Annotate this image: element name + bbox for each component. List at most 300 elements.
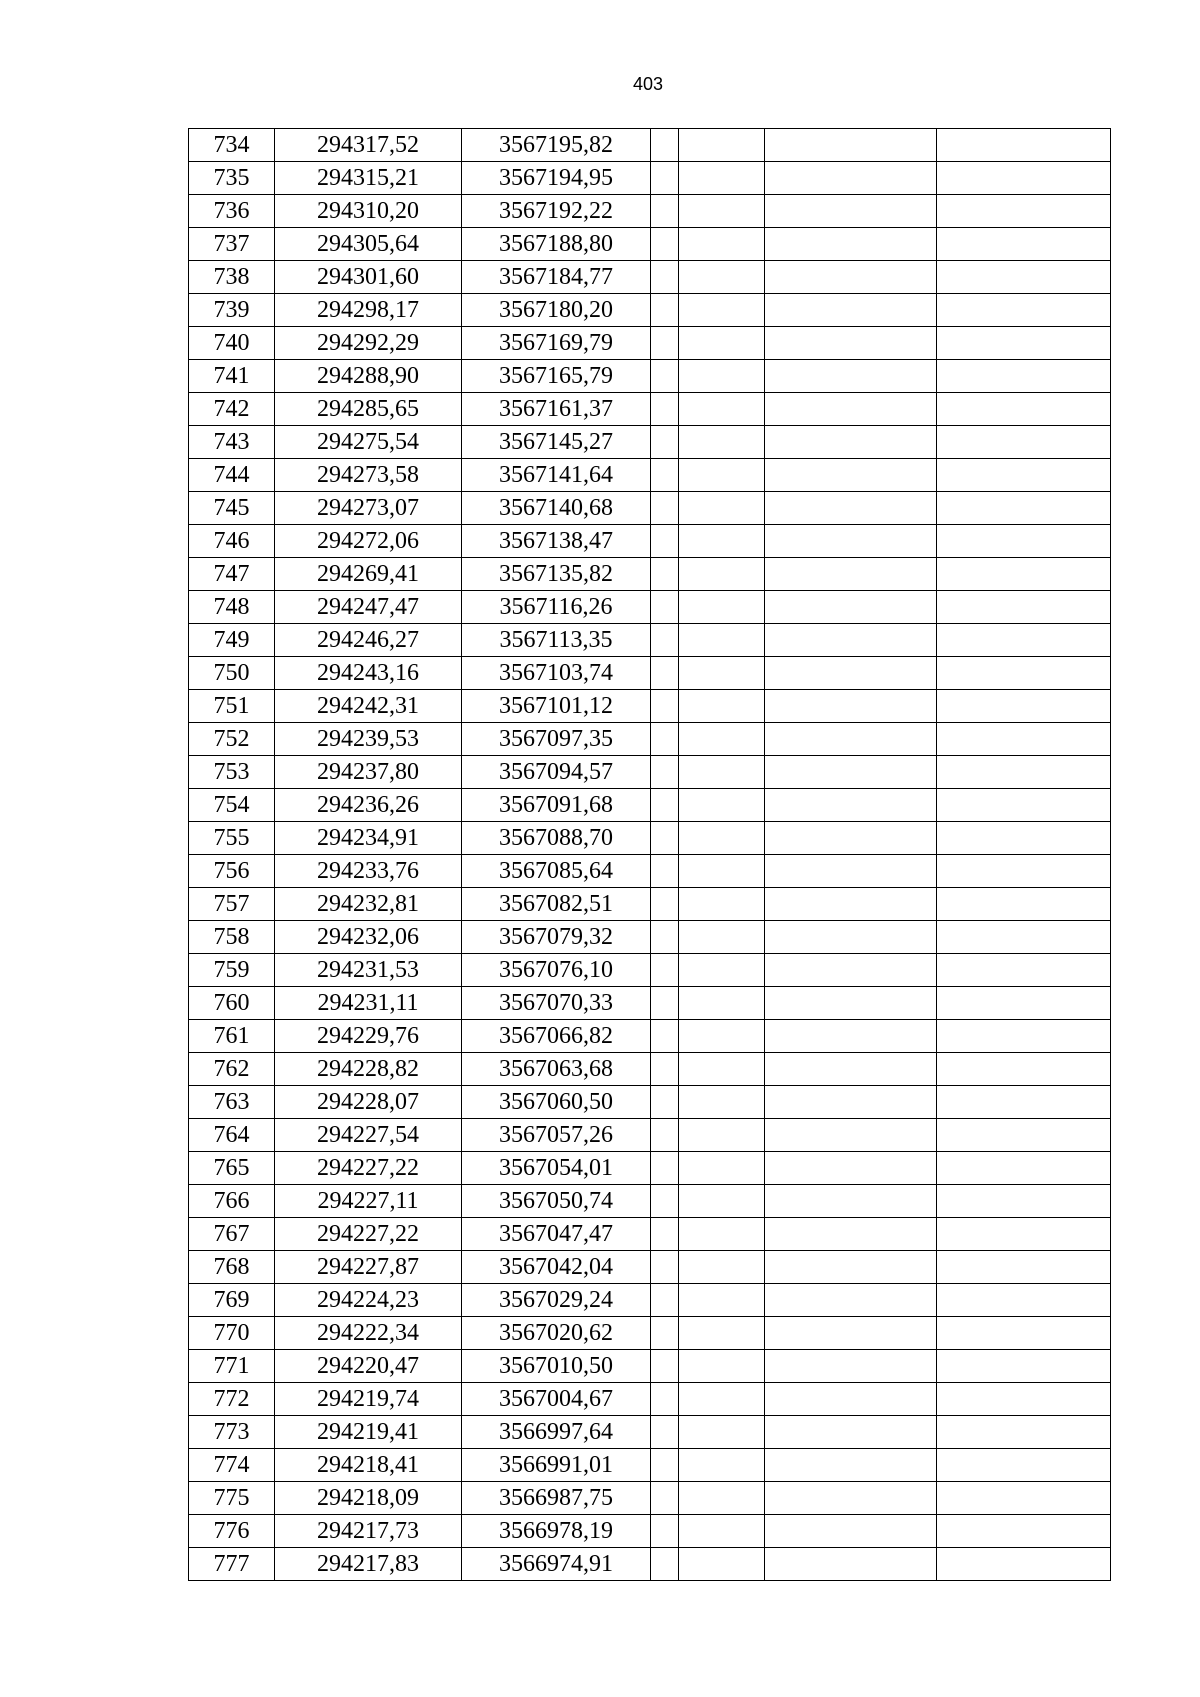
y-coordinate-cell: 3567076,10 [462, 954, 651, 987]
empty-cell [679, 327, 765, 360]
x-coordinate-cell: 294247,47 [275, 591, 462, 624]
empty-cell [765, 129, 937, 162]
point-number-cell: 748 [189, 591, 275, 624]
empty-cell [765, 690, 937, 723]
point-number-cell: 739 [189, 294, 275, 327]
empty-cell [679, 624, 765, 657]
point-number-cell: 770 [189, 1317, 275, 1350]
empty-cell [765, 1548, 937, 1581]
empty-cell [937, 228, 1111, 261]
point-number-cell: 767 [189, 1218, 275, 1251]
empty-cell [765, 756, 937, 789]
empty-cell [651, 855, 679, 888]
y-coordinate-cell: 3566991,01 [462, 1449, 651, 1482]
empty-cell [937, 1317, 1111, 1350]
empty-cell [679, 657, 765, 690]
table-row [189, 162, 1111, 195]
empty-cell [937, 657, 1111, 690]
empty-cell [765, 162, 937, 195]
empty-cell [937, 1152, 1111, 1185]
empty-cell [765, 1119, 937, 1152]
x-coordinate-cell: 294246,27 [275, 624, 462, 657]
x-coordinate-cell: 294220,47 [275, 1350, 462, 1383]
y-coordinate-cell: 3567165,79 [462, 360, 651, 393]
table-row [189, 228, 1111, 261]
table-row [189, 327, 1111, 360]
empty-cell [679, 690, 765, 723]
empty-cell [679, 525, 765, 558]
x-coordinate-cell: 294275,54 [275, 426, 462, 459]
empty-cell [937, 1350, 1111, 1383]
point-number-cell: 744 [189, 459, 275, 492]
empty-cell [651, 1416, 679, 1449]
empty-cell [937, 1482, 1111, 1515]
y-coordinate-cell: 3567145,27 [462, 426, 651, 459]
empty-cell [679, 855, 765, 888]
point-number-cell: 750 [189, 657, 275, 690]
empty-cell [937, 459, 1111, 492]
empty-cell [937, 1218, 1111, 1251]
empty-cell [765, 525, 937, 558]
empty-cell [765, 591, 937, 624]
point-number-cell: 764 [189, 1119, 275, 1152]
x-coordinate-cell: 294233,76 [275, 855, 462, 888]
empty-cell [765, 327, 937, 360]
y-coordinate-cell: 3567141,64 [462, 459, 651, 492]
empty-cell [937, 1515, 1111, 1548]
empty-cell [651, 1449, 679, 1482]
y-coordinate-cell: 3567010,50 [462, 1350, 651, 1383]
table-row [189, 1383, 1111, 1416]
table-row [189, 129, 1111, 162]
empty-cell [765, 822, 937, 855]
empty-cell [651, 591, 679, 624]
empty-cell [679, 822, 765, 855]
empty-cell [651, 426, 679, 459]
x-coordinate-cell: 294292,29 [275, 327, 462, 360]
point-number-cell: 771 [189, 1350, 275, 1383]
point-number-cell: 743 [189, 426, 275, 459]
empty-cell [765, 954, 937, 987]
x-coordinate-cell: 294272,06 [275, 525, 462, 558]
table-row [189, 459, 1111, 492]
empty-cell [937, 756, 1111, 789]
table-row [189, 492, 1111, 525]
empty-cell [765, 987, 937, 1020]
x-coordinate-cell: 294269,41 [275, 558, 462, 591]
empty-cell [937, 1548, 1111, 1581]
empty-cell [651, 1218, 679, 1251]
x-coordinate-cell: 294301,60 [275, 261, 462, 294]
empty-cell [651, 1185, 679, 1218]
y-coordinate-cell: 3567091,68 [462, 789, 651, 822]
empty-cell [937, 855, 1111, 888]
point-number-cell: 776 [189, 1515, 275, 1548]
empty-cell [651, 1251, 679, 1284]
y-coordinate-cell: 3567020,62 [462, 1317, 651, 1350]
x-coordinate-cell: 294243,16 [275, 657, 462, 690]
empty-cell [679, 1251, 765, 1284]
empty-cell [651, 822, 679, 855]
empty-cell [651, 987, 679, 1020]
empty-cell [765, 1449, 937, 1482]
empty-cell [765, 1383, 937, 1416]
coordinates-table [188, 128, 1111, 1581]
x-coordinate-cell: 294231,11 [275, 987, 462, 1020]
table-row [189, 921, 1111, 954]
y-coordinate-cell: 3567004,67 [462, 1383, 651, 1416]
point-number-cell: 749 [189, 624, 275, 657]
y-coordinate-cell: 3567082,51 [462, 888, 651, 921]
table-body [189, 129, 1111, 1581]
empty-cell [651, 954, 679, 987]
empty-cell [937, 327, 1111, 360]
x-coordinate-cell: 294219,41 [275, 1416, 462, 1449]
empty-cell [651, 1383, 679, 1416]
empty-cell [679, 261, 765, 294]
empty-cell [679, 228, 765, 261]
x-coordinate-cell: 294288,90 [275, 360, 462, 393]
empty-cell [937, 888, 1111, 921]
empty-cell [937, 1251, 1111, 1284]
empty-cell [651, 195, 679, 228]
table-row [189, 1119, 1111, 1152]
empty-cell [679, 789, 765, 822]
point-number-cell: 741 [189, 360, 275, 393]
empty-cell [937, 1284, 1111, 1317]
empty-cell [651, 723, 679, 756]
empty-cell [765, 459, 937, 492]
x-coordinate-cell: 294228,82 [275, 1053, 462, 1086]
empty-cell [651, 1152, 679, 1185]
empty-cell [651, 657, 679, 690]
y-coordinate-cell: 3567194,95 [462, 162, 651, 195]
y-coordinate-cell: 3567101,12 [462, 690, 651, 723]
x-coordinate-cell: 294305,64 [275, 228, 462, 261]
y-coordinate-cell: 3567047,47 [462, 1218, 651, 1251]
x-coordinate-cell: 294218,09 [275, 1482, 462, 1515]
empty-cell [679, 195, 765, 228]
point-number-cell: 777 [189, 1548, 275, 1581]
x-coordinate-cell: 294237,80 [275, 756, 462, 789]
empty-cell [765, 1185, 937, 1218]
table-row [189, 954, 1111, 987]
empty-cell [765, 294, 937, 327]
point-number-cell: 775 [189, 1482, 275, 1515]
y-coordinate-cell: 3567188,80 [462, 228, 651, 261]
table-row [189, 1251, 1111, 1284]
point-number-cell: 762 [189, 1053, 275, 1086]
empty-cell [679, 987, 765, 1020]
table-row [189, 1218, 1111, 1251]
empty-cell [765, 195, 937, 228]
empty-cell [937, 921, 1111, 954]
point-number-cell: 736 [189, 195, 275, 228]
table-row [189, 1053, 1111, 1086]
empty-cell [679, 1284, 765, 1317]
y-coordinate-cell: 3567088,70 [462, 822, 651, 855]
empty-cell [765, 888, 937, 921]
x-coordinate-cell: 294315,21 [275, 162, 462, 195]
page-number: 403 [632, 74, 664, 94]
empty-cell [937, 294, 1111, 327]
y-coordinate-cell: 3567042,04 [462, 1251, 651, 1284]
y-coordinate-cell: 3567138,47 [462, 525, 651, 558]
empty-cell [679, 1152, 765, 1185]
empty-cell [679, 1020, 765, 1053]
empty-cell [937, 1449, 1111, 1482]
empty-cell [765, 1053, 937, 1086]
point-number-cell: 761 [189, 1020, 275, 1053]
x-coordinate-cell: 294227,22 [275, 1218, 462, 1251]
empty-cell [651, 1086, 679, 1119]
x-coordinate-cell: 294285,65 [275, 393, 462, 426]
y-coordinate-cell: 3567094,57 [462, 756, 651, 789]
point-number-cell: 734 [189, 129, 275, 162]
y-coordinate-cell: 3567079,32 [462, 921, 651, 954]
empty-cell [679, 162, 765, 195]
empty-cell [937, 723, 1111, 756]
empty-cell [679, 1053, 765, 1086]
empty-cell [765, 855, 937, 888]
empty-cell [651, 1350, 679, 1383]
x-coordinate-cell: 294227,22 [275, 1152, 462, 1185]
point-number-cell: 757 [189, 888, 275, 921]
empty-cell [651, 129, 679, 162]
empty-cell [937, 162, 1111, 195]
y-coordinate-cell: 3567070,33 [462, 987, 651, 1020]
table-row [189, 1449, 1111, 1482]
y-coordinate-cell: 3567060,50 [462, 1086, 651, 1119]
y-coordinate-cell: 3567029,24 [462, 1284, 651, 1317]
y-coordinate-cell: 3567180,20 [462, 294, 651, 327]
table-row [189, 657, 1111, 690]
x-coordinate-cell: 294231,53 [275, 954, 462, 987]
empty-cell [765, 1350, 937, 1383]
y-coordinate-cell: 3567103,74 [462, 657, 651, 690]
x-coordinate-cell: 294317,52 [275, 129, 462, 162]
y-coordinate-cell: 3567063,68 [462, 1053, 651, 1086]
empty-cell [937, 624, 1111, 657]
empty-cell [679, 393, 765, 426]
table-row [189, 987, 1111, 1020]
empty-cell [765, 360, 937, 393]
empty-cell [765, 261, 937, 294]
table-row [189, 855, 1111, 888]
y-coordinate-cell: 3567161,37 [462, 393, 651, 426]
y-coordinate-cell: 3567113,35 [462, 624, 651, 657]
empty-cell [651, 921, 679, 954]
empty-cell [765, 921, 937, 954]
x-coordinate-cell: 294217,83 [275, 1548, 462, 1581]
x-coordinate-cell: 294222,34 [275, 1317, 462, 1350]
table-row [189, 1185, 1111, 1218]
empty-cell [937, 195, 1111, 228]
empty-cell [765, 1020, 937, 1053]
table-row [189, 624, 1111, 657]
x-coordinate-cell: 294273,58 [275, 459, 462, 492]
empty-cell [937, 558, 1111, 591]
y-coordinate-cell: 3566997,64 [462, 1416, 651, 1449]
table-row [189, 723, 1111, 756]
empty-cell [679, 888, 765, 921]
empty-cell [679, 360, 765, 393]
point-number-cell: 753 [189, 756, 275, 789]
point-number-cell: 740 [189, 327, 275, 360]
y-coordinate-cell: 3567192,22 [462, 195, 651, 228]
x-coordinate-cell: 294219,74 [275, 1383, 462, 1416]
x-coordinate-cell: 294239,53 [275, 723, 462, 756]
empty-cell [651, 525, 679, 558]
y-coordinate-cell: 3567057,26 [462, 1119, 651, 1152]
empty-cell [651, 1548, 679, 1581]
empty-cell [937, 1086, 1111, 1119]
empty-cell [651, 1515, 679, 1548]
empty-cell [765, 1152, 937, 1185]
y-coordinate-cell: 3567184,77 [462, 261, 651, 294]
empty-cell [937, 789, 1111, 822]
empty-cell [937, 129, 1111, 162]
point-number-cell: 756 [189, 855, 275, 888]
point-number-cell: 772 [189, 1383, 275, 1416]
table-row [189, 1152, 1111, 1185]
x-coordinate-cell: 294217,73 [275, 1515, 462, 1548]
empty-cell [765, 1416, 937, 1449]
point-number-cell: 742 [189, 393, 275, 426]
empty-cell [765, 228, 937, 261]
empty-cell [937, 492, 1111, 525]
empty-cell [651, 690, 679, 723]
empty-cell [765, 393, 937, 426]
table-row [189, 393, 1111, 426]
empty-cell [651, 1482, 679, 1515]
point-number-cell: 738 [189, 261, 275, 294]
point-number-cell: 758 [189, 921, 275, 954]
empty-cell [937, 1185, 1111, 1218]
empty-cell [765, 1251, 937, 1284]
empty-cell [765, 789, 937, 822]
empty-cell [651, 888, 679, 921]
empty-cell [765, 492, 937, 525]
empty-cell [765, 1086, 937, 1119]
empty-cell [679, 294, 765, 327]
empty-cell [651, 327, 679, 360]
empty-cell [765, 558, 937, 591]
empty-cell [679, 1482, 765, 1515]
table-row [189, 261, 1111, 294]
table-row [189, 1317, 1111, 1350]
x-coordinate-cell: 294228,07 [275, 1086, 462, 1119]
point-number-cell: 768 [189, 1251, 275, 1284]
empty-cell [679, 1383, 765, 1416]
empty-cell [651, 1053, 679, 1086]
empty-cell [765, 723, 937, 756]
empty-cell [651, 261, 679, 294]
y-coordinate-cell: 3567135,82 [462, 558, 651, 591]
table-row [189, 1350, 1111, 1383]
point-number-cell: 752 [189, 723, 275, 756]
point-number-cell: 773 [189, 1416, 275, 1449]
empty-cell [765, 624, 937, 657]
table-row [189, 789, 1111, 822]
empty-cell [679, 954, 765, 987]
x-coordinate-cell: 294218,41 [275, 1449, 462, 1482]
empty-cell [937, 1383, 1111, 1416]
empty-cell [651, 1020, 679, 1053]
empty-cell [679, 492, 765, 525]
empty-cell [937, 393, 1111, 426]
empty-cell [937, 690, 1111, 723]
table-row [189, 558, 1111, 591]
empty-cell [679, 921, 765, 954]
empty-cell [937, 525, 1111, 558]
table-row [189, 426, 1111, 459]
empty-cell [937, 1053, 1111, 1086]
point-number-cell: 737 [189, 228, 275, 261]
point-number-cell: 755 [189, 822, 275, 855]
y-coordinate-cell: 3567097,35 [462, 723, 651, 756]
point-number-cell: 747 [189, 558, 275, 591]
empty-cell [679, 591, 765, 624]
empty-cell [679, 1548, 765, 1581]
point-number-cell: 766 [189, 1185, 275, 1218]
empty-cell [651, 360, 679, 393]
y-coordinate-cell: 3567169,79 [462, 327, 651, 360]
table-row [189, 360, 1111, 393]
y-coordinate-cell: 3566974,91 [462, 1548, 651, 1581]
x-coordinate-cell: 294310,20 [275, 195, 462, 228]
table-row [189, 525, 1111, 558]
empty-cell [937, 591, 1111, 624]
empty-cell [679, 1350, 765, 1383]
empty-cell [765, 426, 937, 459]
point-number-cell: 754 [189, 789, 275, 822]
empty-cell [651, 459, 679, 492]
empty-cell [679, 129, 765, 162]
x-coordinate-cell: 294273,07 [275, 492, 462, 525]
empty-cell [651, 756, 679, 789]
empty-cell [679, 1449, 765, 1482]
table-row [189, 1515, 1111, 1548]
empty-cell [651, 1284, 679, 1317]
y-coordinate-cell: 3567050,74 [462, 1185, 651, 1218]
table-row [189, 1416, 1111, 1449]
empty-cell [765, 1515, 937, 1548]
empty-cell [651, 393, 679, 426]
y-coordinate-cell: 3567085,64 [462, 855, 651, 888]
empty-cell [937, 954, 1111, 987]
x-coordinate-cell: 294298,17 [275, 294, 462, 327]
empty-cell [651, 228, 679, 261]
table-row [189, 1548, 1111, 1581]
x-coordinate-cell: 294232,06 [275, 921, 462, 954]
x-coordinate-cell: 294236,26 [275, 789, 462, 822]
empty-cell [679, 1218, 765, 1251]
empty-cell [651, 789, 679, 822]
table-row [189, 294, 1111, 327]
y-coordinate-cell: 3567140,68 [462, 492, 651, 525]
x-coordinate-cell: 294224,23 [275, 1284, 462, 1317]
point-number-cell: 765 [189, 1152, 275, 1185]
empty-cell [937, 822, 1111, 855]
empty-cell [765, 1482, 937, 1515]
y-coordinate-cell: 3567195,82 [462, 129, 651, 162]
x-coordinate-cell: 294227,11 [275, 1185, 462, 1218]
empty-cell [679, 1317, 765, 1350]
y-coordinate-cell: 3567054,01 [462, 1152, 651, 1185]
empty-cell [651, 558, 679, 591]
empty-cell [651, 1317, 679, 1350]
